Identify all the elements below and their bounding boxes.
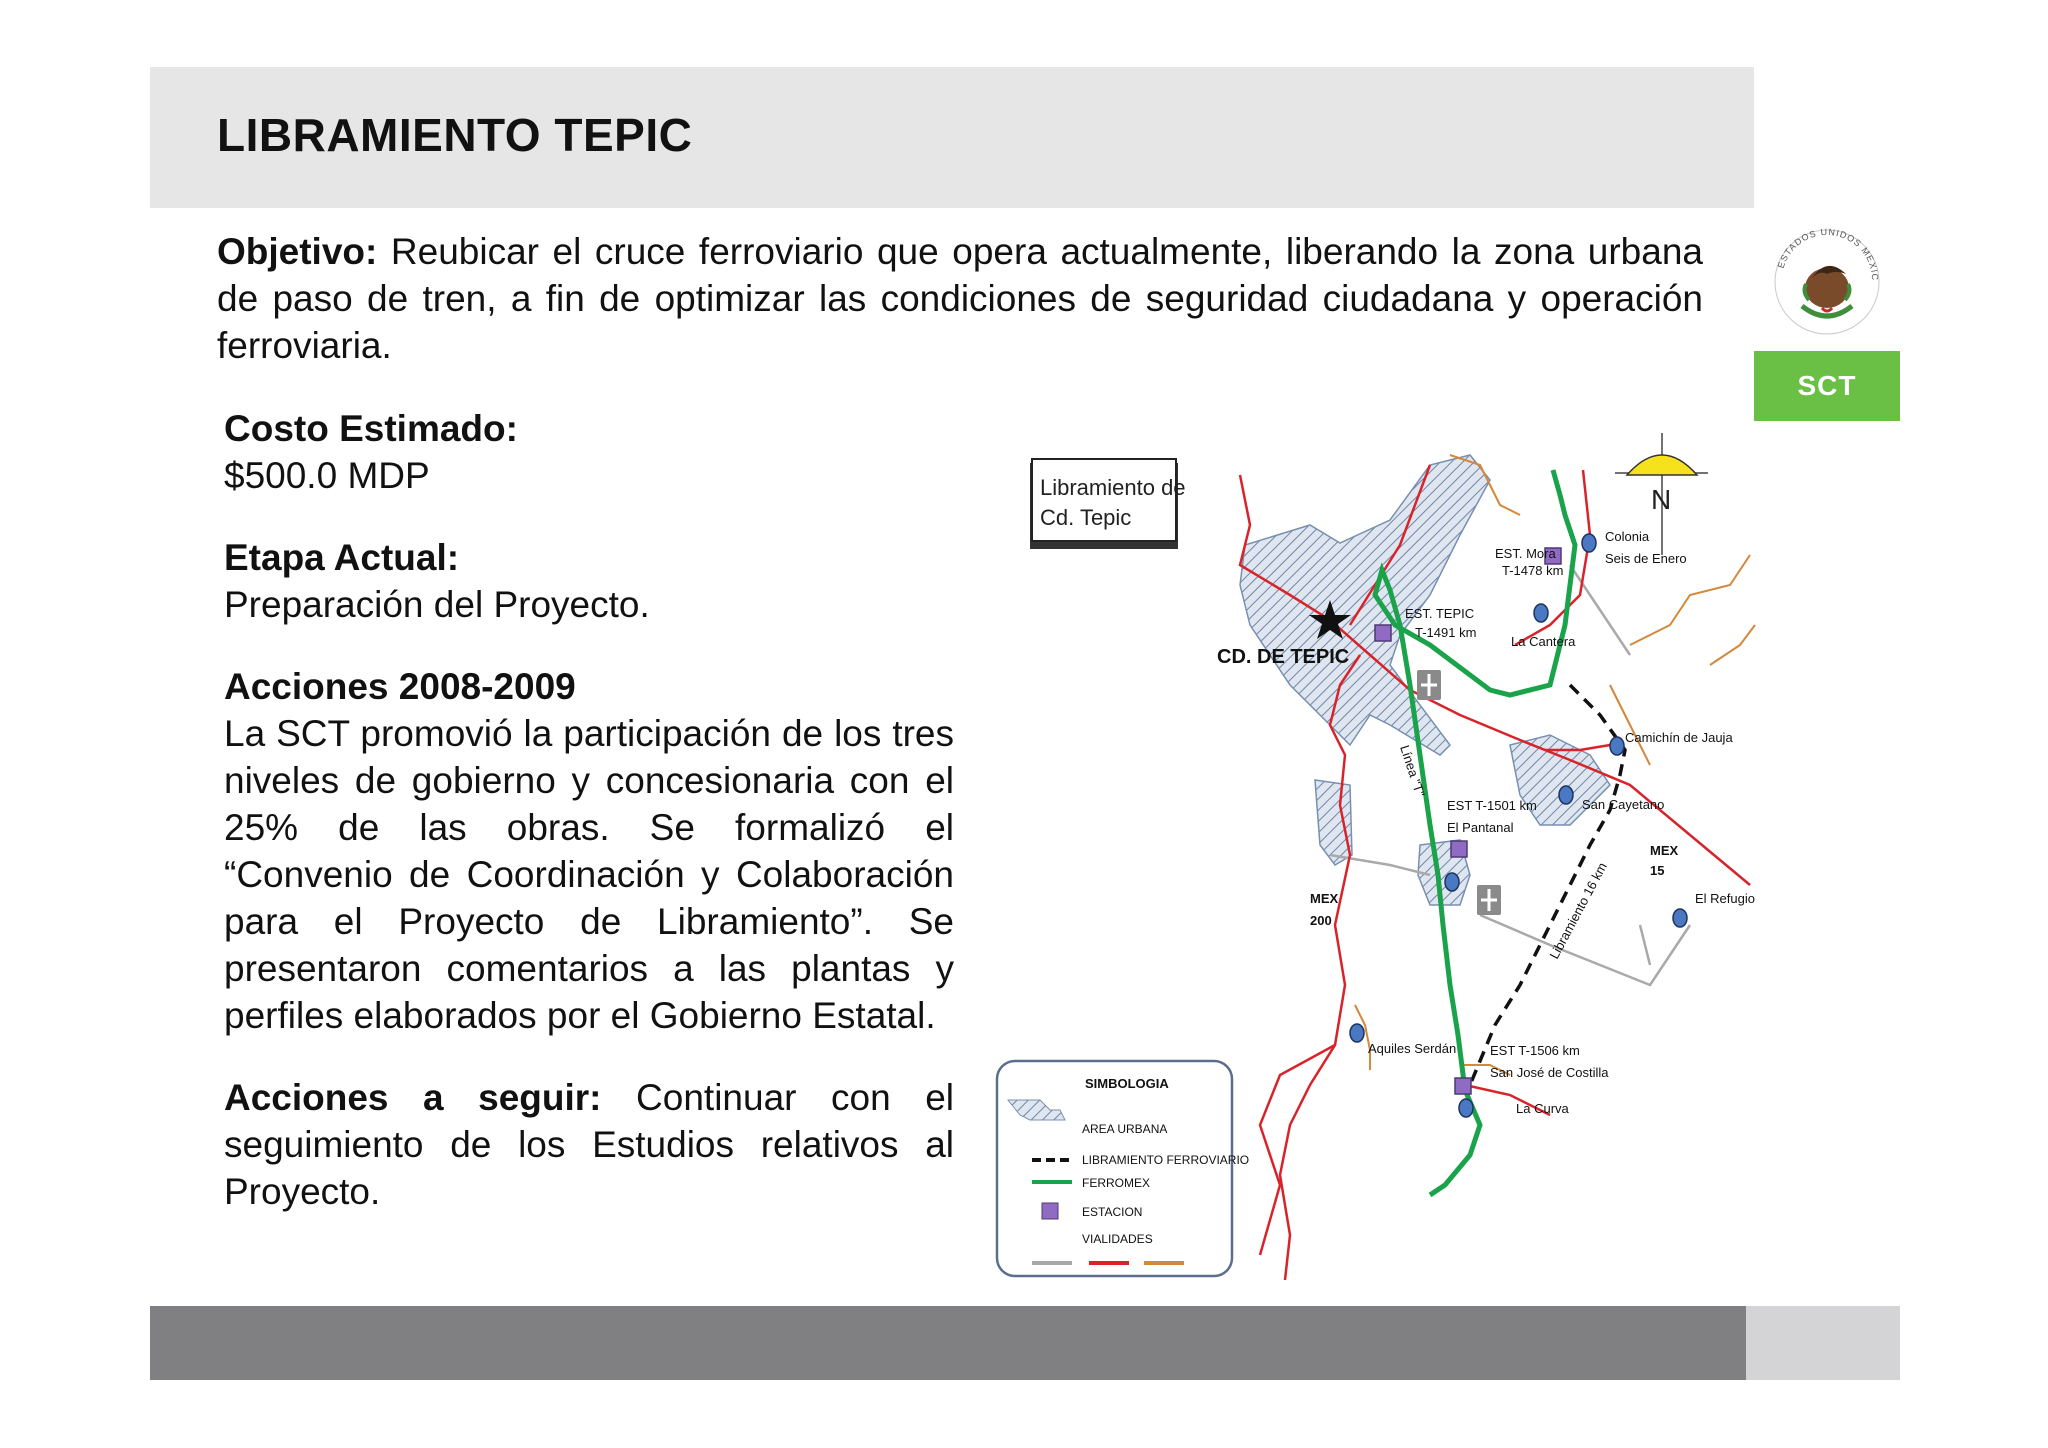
map-legend — [997, 1061, 1249, 1276]
objective-text: Reubicar el cruce ferroviario que opera actualmente, liberando la zona urbana de paso de tren, a fin de optimizar las condiciones de seguridad ciudadana y operación ferroviaria. — [217, 231, 1703, 366]
label-san-cayetano: San Cayetano — [1582, 797, 1665, 812]
airport-icon — [1477, 885, 1501, 915]
cost-block — [224, 405, 954, 499]
label-colonia: Colonia — [1605, 529, 1650, 544]
stage-block — [224, 534, 954, 628]
node-icon — [1534, 604, 1548, 622]
node-icon — [1350, 1024, 1364, 1042]
node-icon — [1459, 1099, 1473, 1117]
actions-text: La SCT promovió la participación de los tres niveles de gobierno y concesionaria con el 25% de las obras. Se formalizó el “Convenio de Coordinación y Colaboración para el Proyecto de Libramiento”. Se presentaron comentarios a las plantas y perfiles elaborados por el Gobierno Estatal. — [224, 713, 954, 1036]
legend-title: SIMBOLOGIA — [1085, 1076, 1169, 1091]
objective-paragraph — [217, 228, 1703, 369]
label-camichin: Camichín de Jauja — [1625, 730, 1733, 745]
label-mex15-b: 15 — [1650, 863, 1665, 878]
label-el-pantanal: El Pantanal — [1447, 820, 1514, 835]
label-mex200-a: MEX — [1310, 891, 1339, 906]
label-mex200-b: 200 — [1310, 913, 1332, 928]
label-est-tepic: EST. TEPIC — [1405, 606, 1475, 621]
footer-bar-accent — [1746, 1306, 1900, 1380]
station-icon — [1375, 625, 1391, 641]
node-icon — [1559, 786, 1573, 804]
cost-value: $500.0 MDP — [224, 455, 430, 496]
map-title-line1: Libramiento de — [1040, 475, 1186, 500]
cost-label: Costo Estimado: — [224, 408, 518, 449]
legend-ferromex: FERROMEX — [1082, 1176, 1151, 1190]
label-libramiento: Libramiento 16 km — [1546, 859, 1610, 962]
stage-label: Etapa Actual: — [224, 537, 460, 578]
page-title: LIBRAMIENTO TEPIC — [217, 109, 693, 161]
label-est-costilla: EST T-1506 km — [1490, 1043, 1580, 1058]
objective-label: Objetivo: — [217, 231, 378, 272]
label-est-mora: EST. Mora — [1495, 546, 1556, 561]
legend-bypass: LIBRAMIENTO FERROVIARIO — [1082, 1153, 1250, 1167]
label-seis-enero: Seis de Enero — [1605, 551, 1687, 566]
seal-icon — [1754, 208, 1900, 350]
seal-text: ESTADOS UNIDOS MEXIC — [1775, 226, 1881, 282]
station-icon — [1451, 841, 1467, 857]
label-la-curva: La Curva — [1516, 1101, 1569, 1116]
label-aquiles: Aquiles Serdán — [1368, 1041, 1457, 1056]
label-san-jose: San José de Costilla — [1490, 1065, 1609, 1080]
label-est-pantanal: EST T-1501 km — [1447, 798, 1537, 813]
stage-value: Preparación del Proyecto. — [224, 584, 650, 625]
node-icon — [1582, 534, 1596, 552]
map-title-box — [1030, 459, 1186, 549]
footer-bar — [150, 1306, 1746, 1380]
city-label: CD. DE TEPIC — [1217, 646, 1350, 668]
label-est-mora-km: T-1478 km — [1502, 563, 1564, 578]
actions-block — [224, 663, 954, 1039]
map-title-line2: Cd. Tepic — [1040, 505, 1132, 530]
node-icon — [1673, 909, 1687, 927]
details-column — [224, 405, 954, 1250]
legend-station: ESTACION — [1082, 1205, 1143, 1219]
next-actions-text: Continuar con el seguimiento de los Estudios relativos al Proyecto. — [224, 1077, 954, 1212]
north-label: N — [1651, 484, 1672, 515]
station-icon — [1455, 1078, 1471, 1094]
next-actions-block — [224, 1074, 954, 1215]
label-la-cantera: La Cantera — [1511, 634, 1576, 649]
next-actions-label: Acciones a seguir: — [224, 1077, 602, 1118]
node-icon — [1610, 737, 1624, 755]
label-linea-t: Línea "T" — [1397, 743, 1428, 799]
node-icon — [1445, 873, 1459, 891]
label-el-refugio: El Refugio — [1695, 891, 1755, 906]
label-mex15-a: MEX — [1650, 843, 1679, 858]
legend-roads: VIALIDADES — [1082, 1232, 1153, 1246]
label-est-tepic-km: T-1491 km — [1415, 625, 1477, 640]
actions-label: Acciones 2008-2009 — [224, 666, 576, 707]
sct-logo: SCT — [1754, 351, 1900, 421]
libramiento-map — [990, 425, 1770, 1295]
legend-urban: AREA URBANA — [1082, 1122, 1168, 1136]
airport-icon — [1417, 670, 1441, 700]
mexico-seal-logo — [1754, 208, 1900, 350]
